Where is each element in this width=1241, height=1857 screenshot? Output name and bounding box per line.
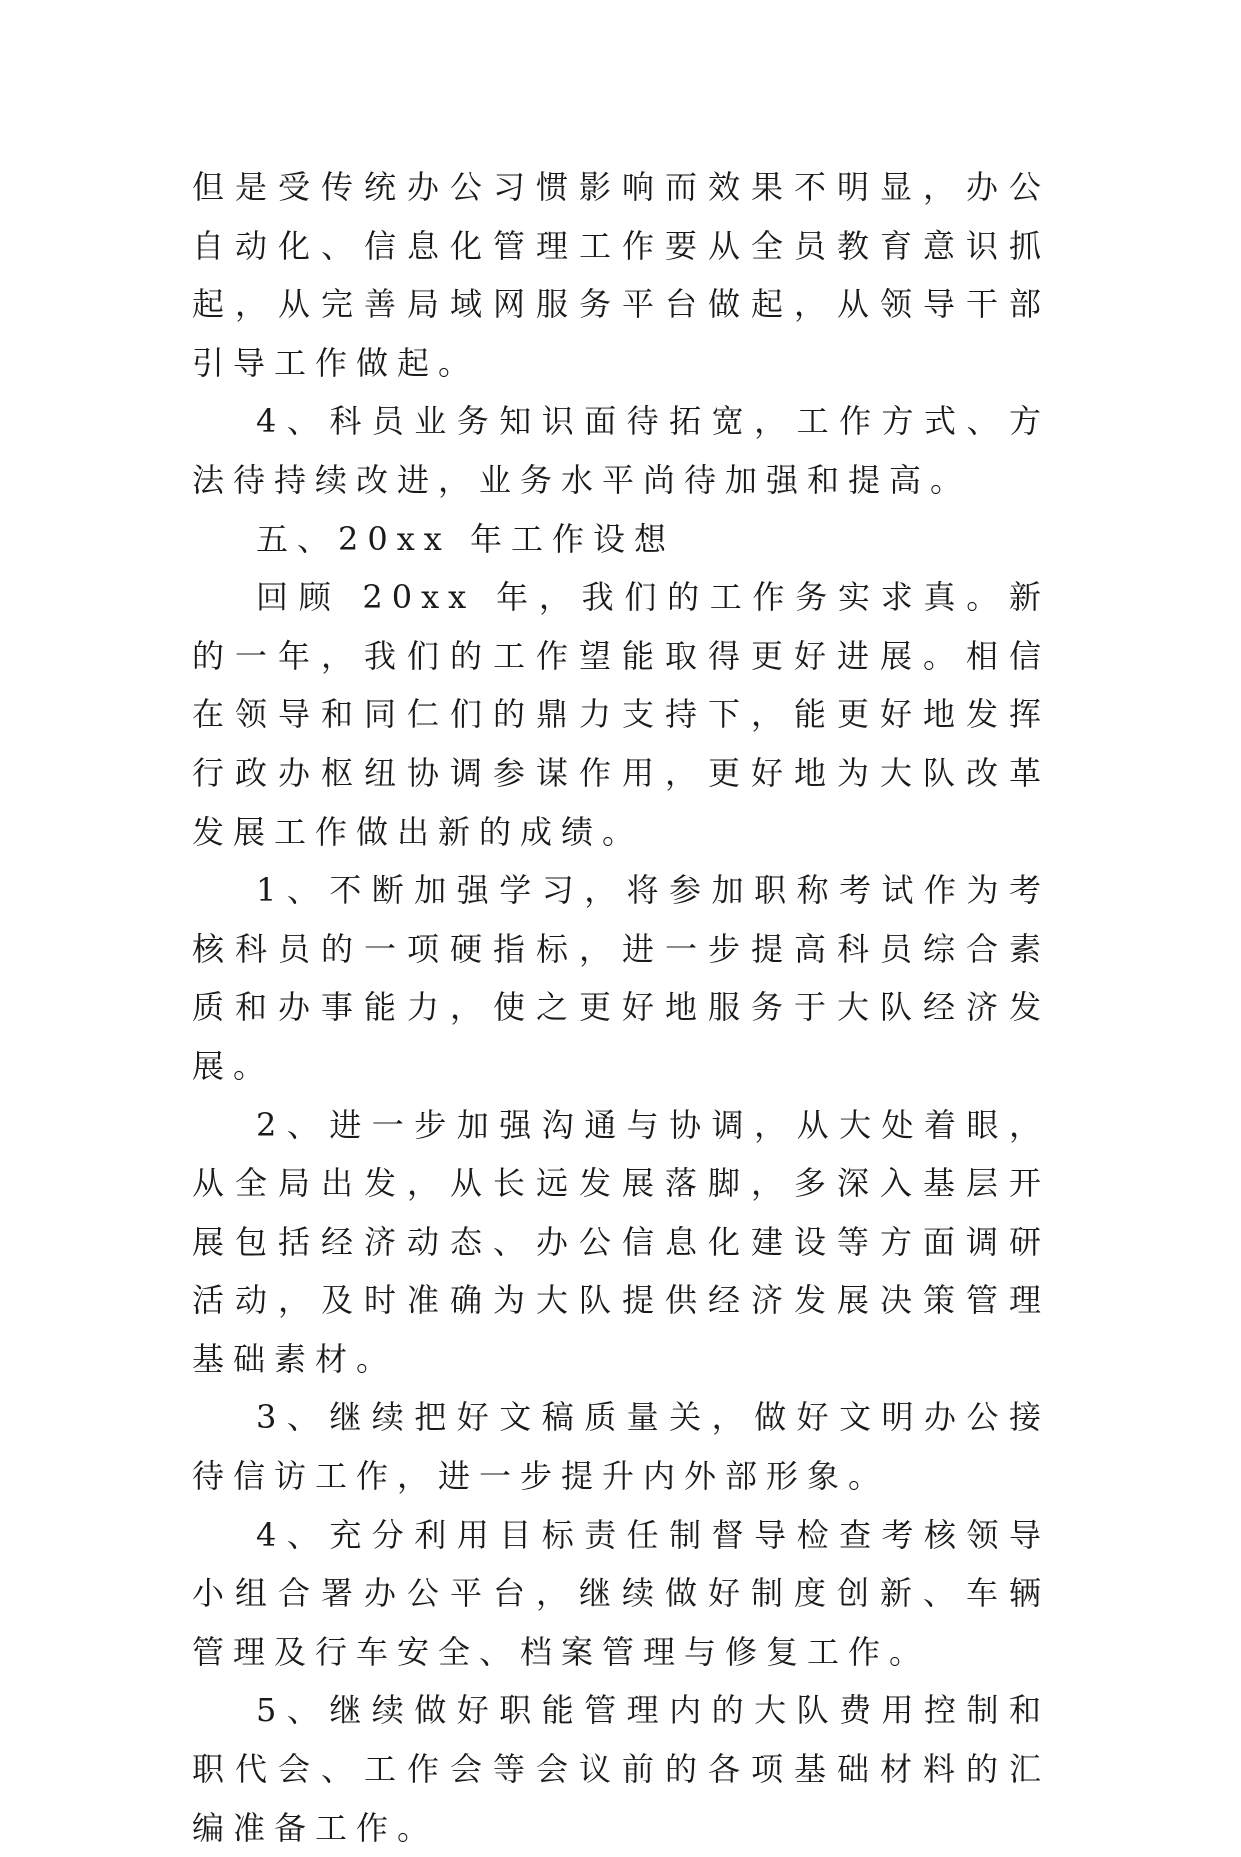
paragraph-review: 回顾 20xx 年，我们的工作务实求真。新的一年，我们的工作望能取得更好进展。相信在领导和同仁们的鼎力支持下，能更好地发挥行政办枢纽协调参谋作用，更好地为大队改革发展工作做出新的成绩。 — [192, 578, 1050, 851]
paragraph-plan-5: 5、继续做好职能管理内的大队费用控制和职代会、工作会等会议前的各项基础材料的汇编准备工作。 — [192, 1691, 1050, 1847]
paragraph-plan-4: 4、充分利用目标责任制督导检查考核领导小组合署办公平台，继续做好制度创新、车辆管理及行车安全、档案管理与修复工作。 — [192, 1515, 1050, 1671]
paragraph-plan-2: 2、进一步加强沟通与协调，从大处着眼，从全局出发，从长远发展落脚，多深入基层开展包括经济动态、办公信息化建设等方面调研活动，及时准确为大队提供经济发展决策管理基础素材。 — [192, 1105, 1050, 1378]
document-body — [192, 158, 1050, 1857]
paragraph-plan-1: 1、不断加强学习，将参加职称考试作为考核科员的一项硬指标，进一步提高科员综合素质和办事能力，使之更好地服务于大队经济发展。 — [192, 871, 1050, 1085]
section-heading-plans: 五、20xx 年工作设想 — [256, 519, 675, 558]
paragraph-item-4-issue: 4、科员业务知识面待拓宽，工作方式、方法待持续改进，业务水平尚待加强和提高。 — [192, 402, 1050, 499]
paragraph-continued: 但是受传统办公习惯影响而效果不明显，办公自动化、信息化管理工作要从全员教育意识抓起，从完善局域网服务平台做起，从领导干部引导工作做起。 — [192, 168, 1050, 382]
paragraph-plan-3: 3、继续把好文稿质量关，做好文明办公接待信访工作，进一步提升内外部形象。 — [192, 1398, 1050, 1496]
